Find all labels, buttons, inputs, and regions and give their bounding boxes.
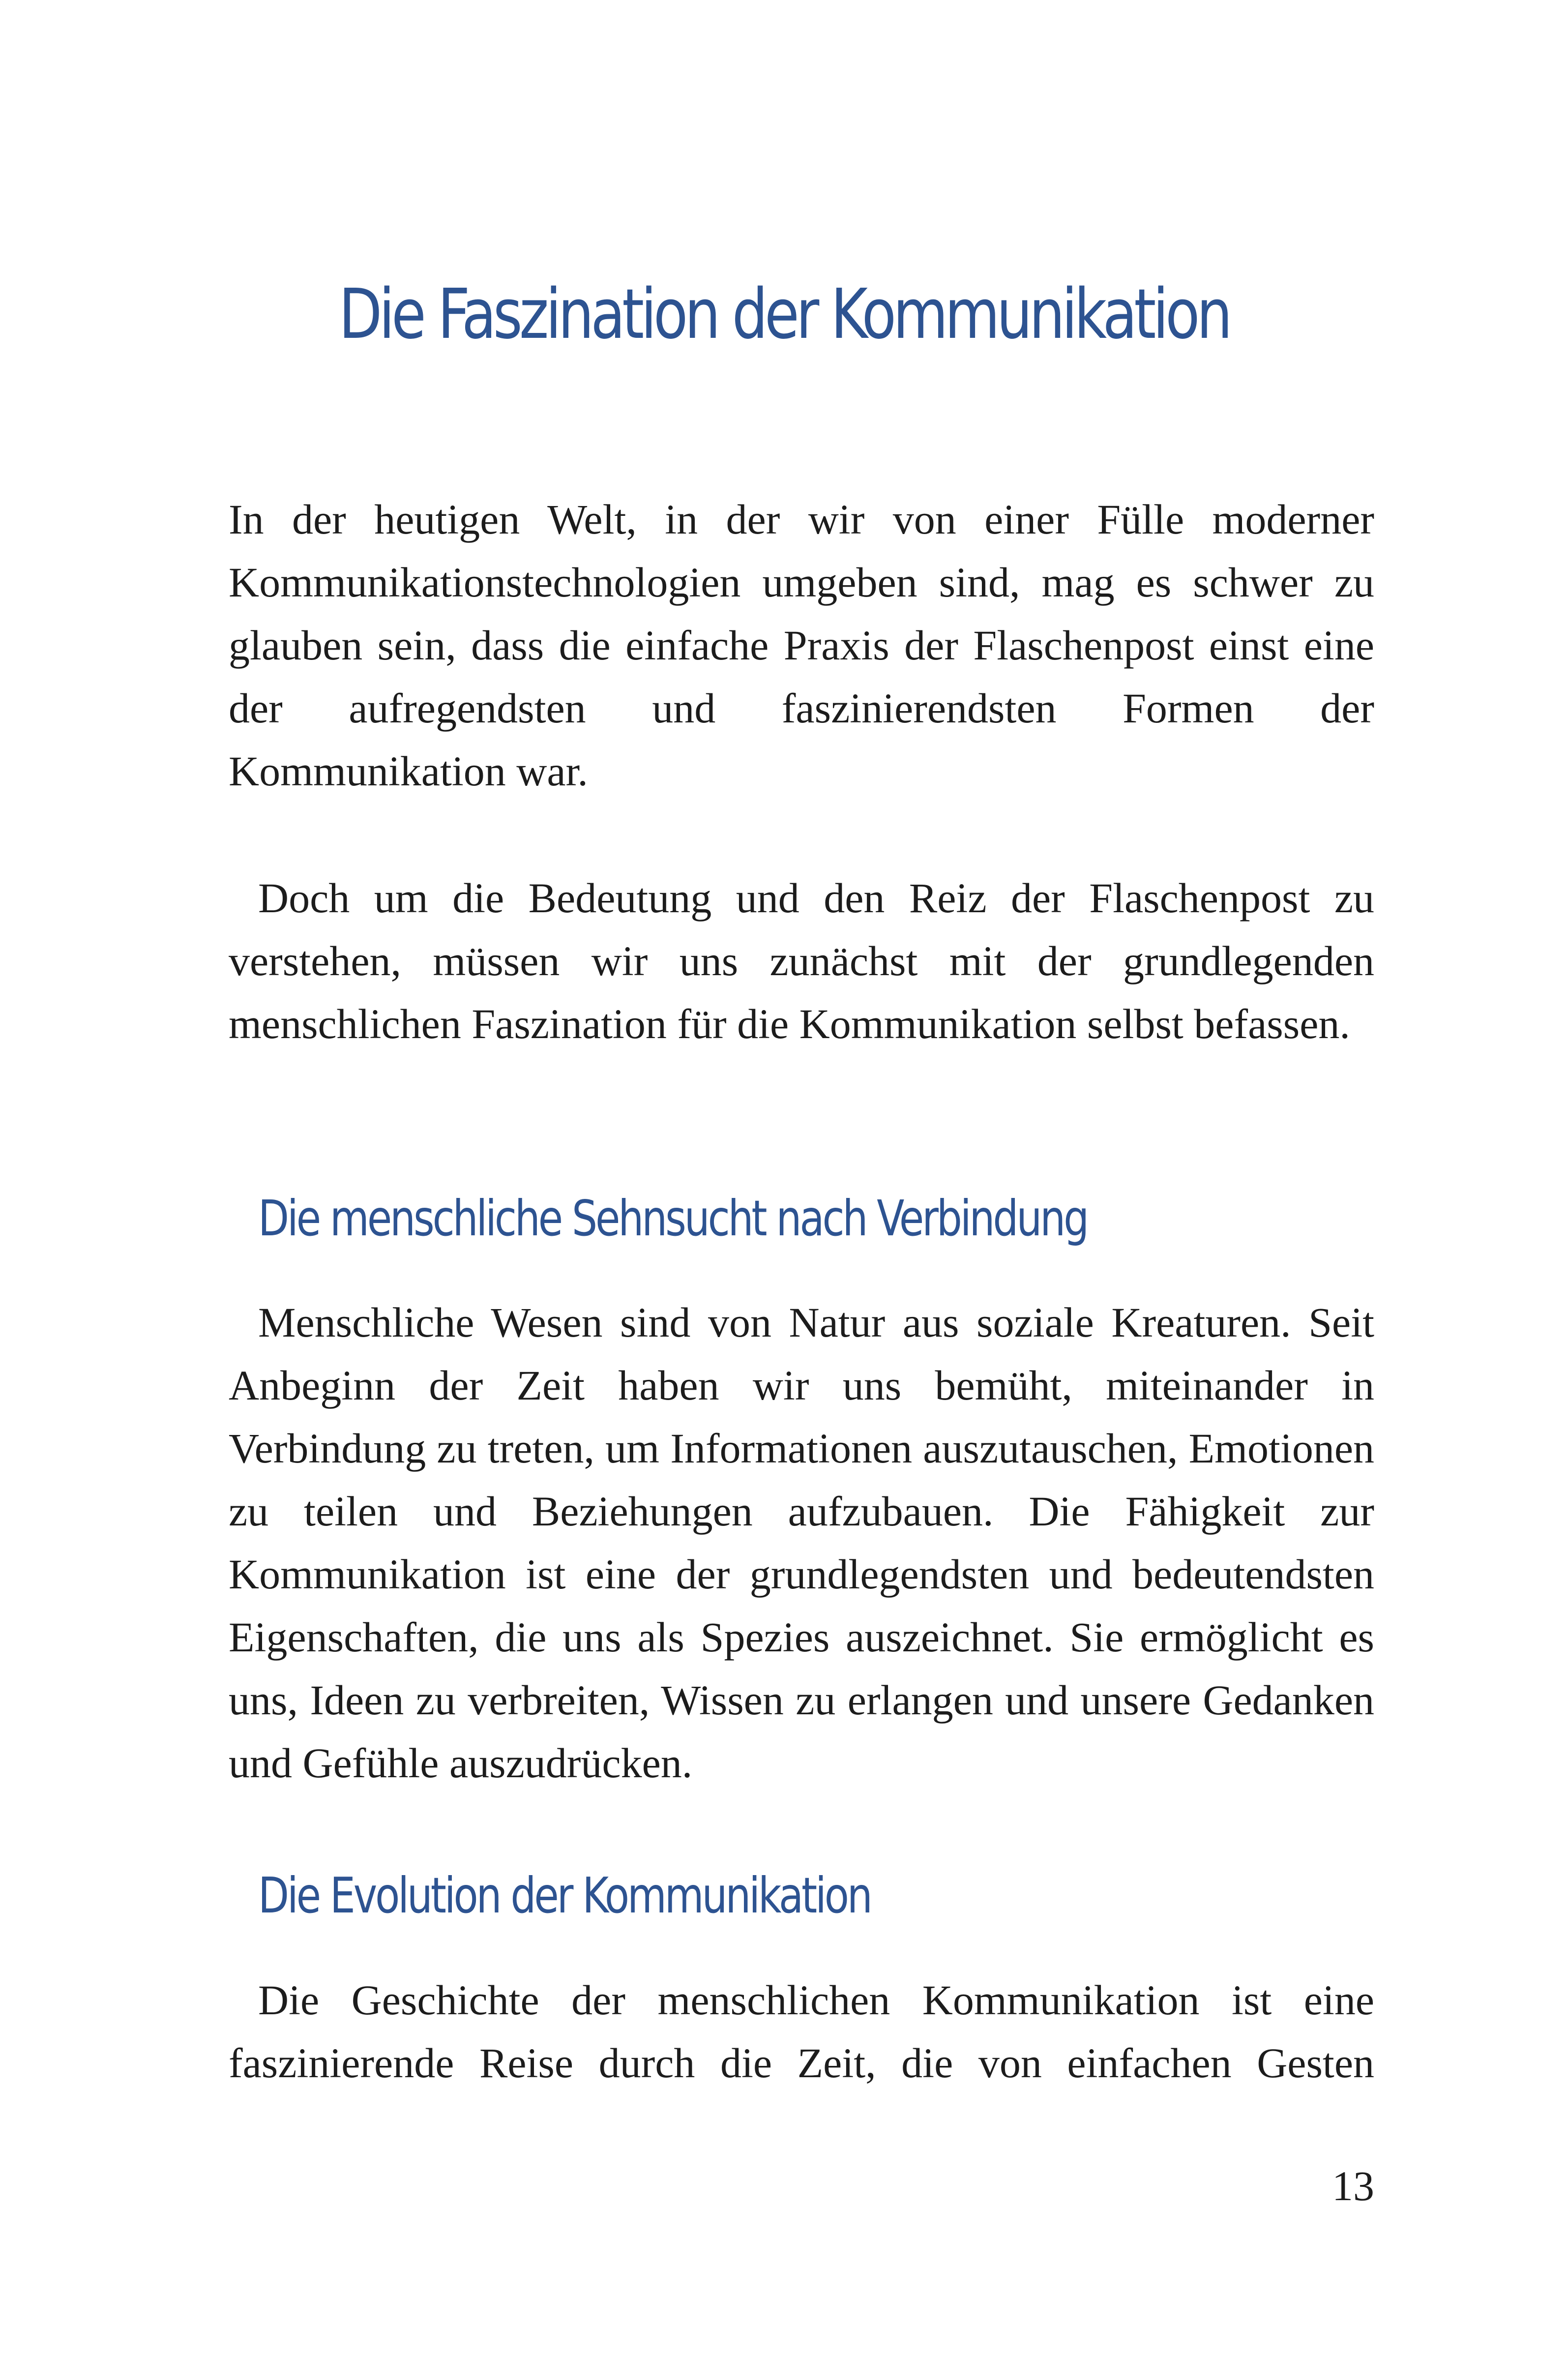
chapter-title: Die Faszination der Kommunikation [338,274,1230,355]
intro-paragraph-2: Doch um die Bedeutung und den Reiz der Flaschenpost zu verstehen, müssen wir uns zunächst mit der grundlegenden menschlichen Faszination für die Kommunikation selbst befassen. [229,874,1374,1047]
page-number: 13 [1332,2162,1374,2209]
section-paragraph-human-longing: Menschliche Wesen sind von Natur aus soziale Kreaturen. Seit Anbeginn der Zeit haben wir uns bemüht, miteinander in Verbindung zu treten, um Informationen auszutauschen, Emotionen zu teilen und Beziehungen aufzubauen. Die Fähigkeit zur Kommunikation ist eine der grundlegendsten und bedeutendsten Eigenschaften, die uns als Spezies auszeichnet. Sie ermöglicht es uns, Ideen zu verbreiten, Wissen zu erlangen und unsere Gedanken und Gefühle auszudrücken. [229,1299,1374,1787]
intro-paragraph-1: In der heutigen Welt, in der wir von einer Fülle moderner Kommunikationstechnologien umgeben sind, mag es schwer zu glauben sein, dass die einfache Praxis der Flaschenpost einst eine der aufregendsten und faszinierendsten Formen der Kommunikation war. [229,496,1374,795]
section-paragraph-evolution: Die Geschichte der menschlichen Kommunikation ist eine faszinierende Reise durch die Zeit, die von einfachen Gesten [229,1976,1374,2087]
section-heading-human-longing: Die menschliche Sehnsucht nach Verbindung [258,1190,1088,1247]
section-heading-evolution: Die Evolution der Kommunikation [258,1867,871,1924]
